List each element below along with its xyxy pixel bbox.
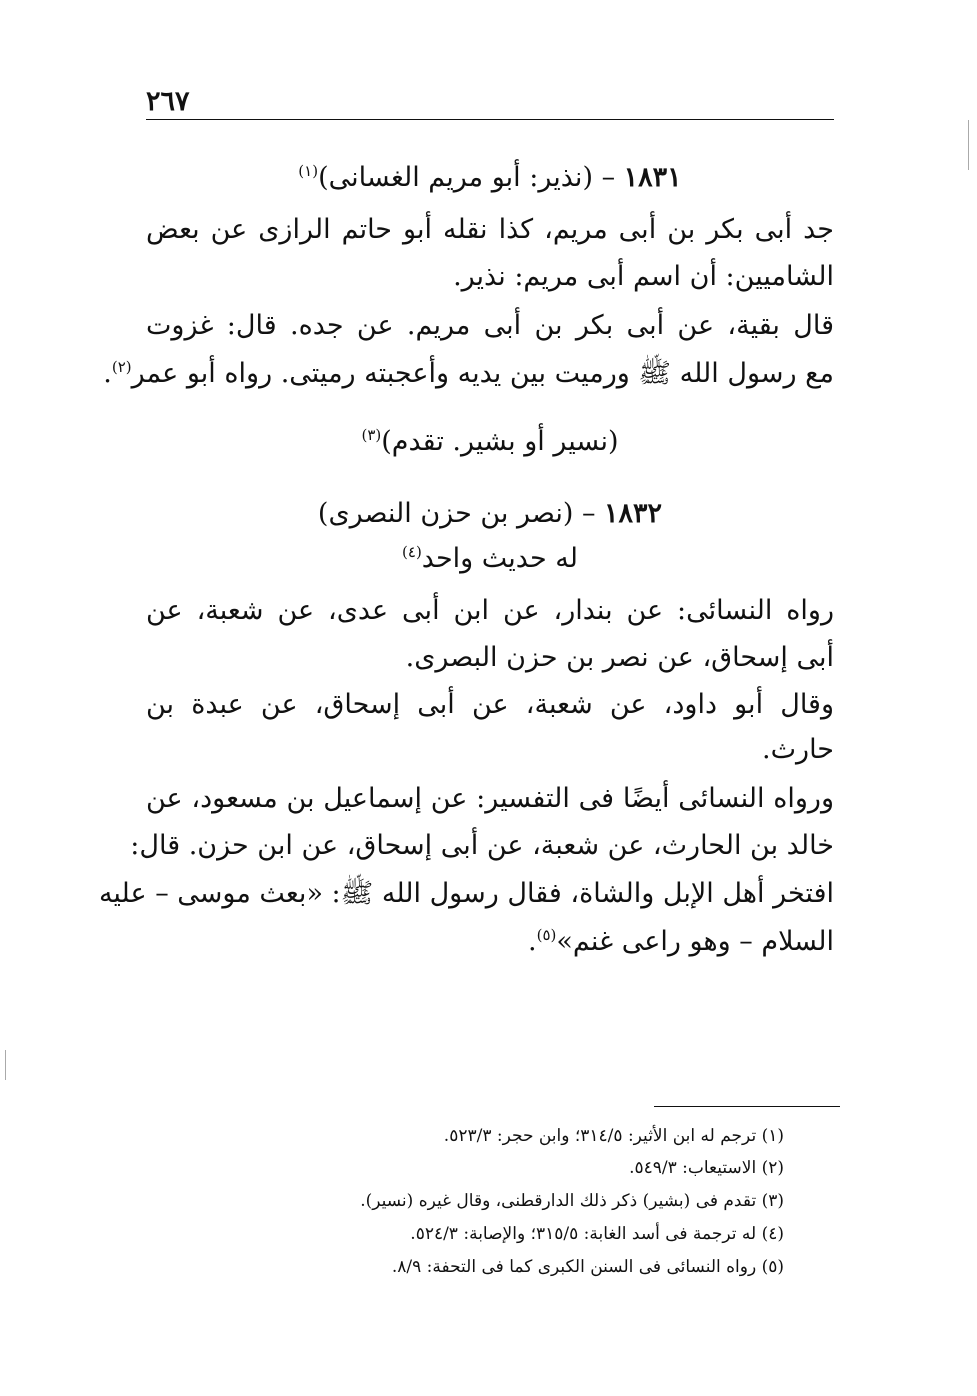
cross-reference-text: (نسير أو بشير. تقدم) <box>381 426 619 457</box>
scan-edge-mark <box>5 1050 6 1080</box>
entry-number: ١٨٣١ <box>623 162 682 193</box>
page-number: ٢٦٧ <box>146 86 190 117</box>
footnote: (٣) تقدم فى (بشير) ذكر ذلك الدارقطنى، وقال غيره (نسير). <box>360 1191 784 1211</box>
body-line: أبى إسحاق، عن نصر بن حزن البصرى. <box>405 642 834 673</box>
footnote-marker: (٥) <box>536 926 557 944</box>
cross-reference <box>146 422 834 462</box>
footnote: (١) ترجم له ابن الأثير: ٣١٤/٥؛ وابن حجر: ٥٢٣/٣. <box>443 1126 784 1146</box>
entry-number: ١٨٣٢ <box>604 498 663 529</box>
footnote: (٥) رواه النسائى فى السنن الكبرى كما فى التحفة: ٨/٩. <box>391 1257 784 1277</box>
body-line: وقال أبو داود، عن شعبة، عن أبى إسحاق، عن عبدة بن <box>146 689 834 720</box>
footnote-marker: (١) <box>298 162 319 180</box>
entry-heading-1832 <box>146 494 834 534</box>
entry-subtitle-text: له حديث واحد <box>421 543 578 574</box>
entry-title: – (نصر بن حزن النصرى) <box>317 498 596 529</box>
body-line: افتخر أهل الإبل والشاة، فقال رسول الله ﷺ: «بعث موسى – عليه <box>98 878 834 909</box>
footnote-marker: (٣) <box>361 426 382 444</box>
body-line-text: السلام – وهو راعى غنم» <box>556 926 834 957</box>
body-line: حارث. <box>762 734 834 765</box>
line-end: . <box>528 926 537 957</box>
line-end: . <box>103 358 112 389</box>
body-line: جد أبى بكر بن أبى مريم، كذا نقله أبو حاتم الرازى عن بعض <box>146 214 834 245</box>
footnote-marker: (٤) <box>402 543 422 561</box>
entry-subtitle <box>146 539 834 579</box>
body-line: ورواه النسائى أيضًا فى التفسير: عن إسماعيل بن مسعود، عن <box>146 783 834 814</box>
footnote-marker: (٢) <box>111 358 132 376</box>
body-line: خالد بن الحارث، عن شعبة، عن أبى إسحاق، عن ابن حزن. قال: <box>130 830 834 861</box>
footnote-rule <box>654 1106 840 1107</box>
footnote: (٤) له ترجمة فى أسد الغابة: ٣١٥/٥؛ والإصابة: ٥٢٤/٣. <box>410 1224 784 1244</box>
footnote: (٢) الاستيعاب: ٥٤٩/٣. <box>629 1158 784 1178</box>
body-line: الشاميين: أن اسم أبى مريم: نذير. <box>453 261 834 292</box>
body-line-text: مع رسول الله ﷺ ورميت بين يديه وأعجبته رميتى. رواه أبو عمر <box>131 358 834 389</box>
scan-edge-mark <box>968 120 969 170</box>
body-line: رواه النسائى: عن بندار، عن ابن أبى عدى، عن شعبة، عن <box>146 595 834 626</box>
header-rule <box>146 119 834 120</box>
body-line <box>146 922 834 962</box>
body-line <box>103 354 834 394</box>
entry-title: – (نذير: أبو مريم الغسانى) <box>318 162 616 193</box>
entry-heading-1831 <box>146 158 834 198</box>
body-line: قال بقية، عن أبى بكر بن أبى مريم. عن جده. قال: غزوت <box>146 310 834 341</box>
